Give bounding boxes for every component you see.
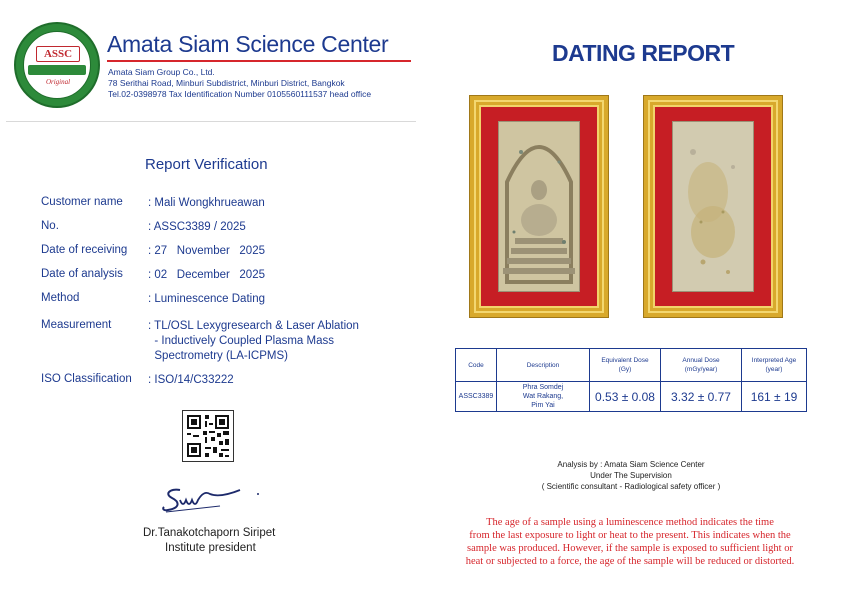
cell-annual-dose: 3.32 ± 0.77: [661, 382, 742, 412]
address-line-1: Amata Siam Group Co., Ltd.: [108, 67, 215, 77]
note-line-3: sample was produced. However, if the sample is exposed to sufficient light or: [467, 543, 793, 554]
value-customer-name: : Mali Wongkhrueawan: [148, 197, 265, 209]
value-iso: : ISO/14/C33222: [148, 374, 234, 386]
cell-interpreted-age: 161 ± 19: [742, 382, 807, 412]
address-line-2: 78 Serithai Road, Minburi Subdistrict, Minburi District, Bangkok: [108, 78, 345, 88]
header-interpreted-age: Interpreted Age (year): [742, 349, 807, 382]
amulet-front-photo: [470, 96, 608, 317]
address-line-3: Tel.02-0398978 Tax Identification Number 0105560111537 head office: [108, 89, 372, 99]
label-measurement: Measurement: [41, 319, 112, 331]
cell-description: Phra Somdej Wat Rakang, Pim Yai: [497, 382, 590, 412]
label-date-receiving: Date of receiving: [41, 244, 128, 256]
amulet-back-image: [672, 121, 754, 292]
header-description: Description: [497, 349, 590, 382]
value-date-analysis: : 02 December 2025: [148, 269, 265, 281]
analysis-line-3: ( Scientific consultant - Radiological safety officer ): [541, 482, 721, 491]
header-annual-dose: Annual Dose (mGy/year): [661, 349, 742, 382]
cell-code: ASSC3389: [456, 382, 497, 412]
label-iso: ISO Classification: [41, 373, 132, 385]
amulet-back-photo: [644, 96, 782, 317]
note-line-1: The age of a sample using a luminescence method indicates the time: [486, 517, 774, 528]
header-equivalent-dose: Equivalent Dose (Gy): [590, 349, 661, 382]
results-table: [455, 348, 807, 412]
company-seal-logo: [14, 22, 100, 108]
value-measurement-line-2: - Inductively Coupled Plasma Mass: [148, 335, 334, 347]
label-date-analysis: Date of analysis: [41, 268, 123, 280]
seal-badge: ASSC: [36, 46, 80, 62]
amulet-front-image: [498, 121, 580, 292]
value-date-receiving: : 27 November 2025: [148, 245, 265, 257]
title-underline: [107, 60, 411, 62]
analysis-line-1: Analysis by : Amata Siam Science Center: [557, 460, 705, 469]
value-measurement-line-3: Spectrometry (LA-ICPMS): [148, 350, 288, 362]
label-customer-name: Customer name: [41, 196, 123, 208]
header-code: Code: [456, 349, 497, 382]
verification-title: Report Verification: [145, 156, 268, 173]
label-method: Method: [41, 292, 80, 304]
qr-code-icon[interactable]: [182, 410, 234, 462]
signatory-role: Institute president: [165, 542, 256, 554]
value-number: : ASSC3389 / 2025: [148, 221, 246, 233]
signatory-name: Dr.Tanakotchaporn Siripet: [143, 527, 276, 539]
report-title: DATING REPORT: [552, 40, 735, 66]
seal-band: [28, 65, 86, 75]
label-number: No.: [41, 220, 59, 232]
analysis-line-2: Under The Supervision: [590, 471, 672, 480]
cell-equivalent-dose: 0.53 ± 0.08: [590, 382, 661, 412]
company-title: Amata Siam Science Center: [107, 31, 389, 57]
value-measurement-line-1: : TL/OSL Lexygresearch & Laser Ablation: [148, 320, 359, 332]
seal-script: Original: [45, 78, 71, 86]
header-divider: [6, 121, 416, 122]
signature-image: [158, 480, 268, 520]
value-method: : Luminescence Dating: [148, 293, 265, 305]
table-header-row: [456, 349, 807, 382]
seal-inner-ring: [23, 31, 91, 99]
note-line-2: from the last exposure to light or heat to the present. This indicates when the: [469, 530, 791, 541]
table-row: [456, 382, 807, 412]
note-line-4: heat or subjected to a force, the age of the sample will be reduced or distorted.: [465, 556, 795, 567]
